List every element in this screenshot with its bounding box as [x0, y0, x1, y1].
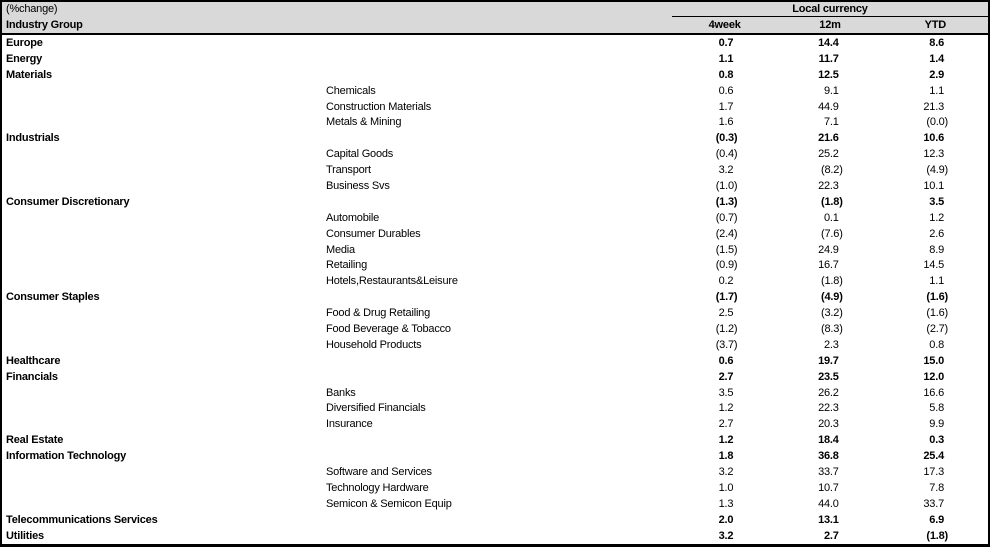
table-row	[2, 162, 988, 178]
value-ytd: 10.6	[923, 132, 944, 145]
value-ytd: 8.9	[929, 243, 944, 256]
value-ytd: 6.9	[929, 513, 944, 526]
value-4week: 0.2	[718, 275, 734, 288]
value-4week: (1.3)	[715, 195, 738, 208]
value-ytd: 1.1	[929, 84, 944, 97]
table-body	[2, 35, 988, 544]
value-ytd: 12.3	[923, 148, 944, 161]
table-row	[2, 194, 988, 210]
value-ytd: (0.0)	[926, 116, 948, 129]
row-label: Consumer Discretionary	[6, 195, 130, 208]
row-label: Insurance	[326, 418, 373, 431]
value-12m: 16.7	[818, 259, 839, 272]
row-label: Chemicals	[326, 84, 376, 97]
row-label: Software and Services	[326, 465, 432, 478]
value-4week: 1.8	[718, 450, 734, 463]
value-ytd: 5.8	[929, 402, 944, 415]
value-12m: 25.2	[818, 148, 839, 161]
table-row	[2, 496, 988, 512]
table-row	[2, 528, 988, 544]
value-ytd: 21.3	[923, 100, 944, 113]
value-12m: 18.4	[818, 434, 839, 447]
table-row	[2, 321, 988, 337]
table-row	[2, 226, 988, 242]
row-label: Business Svs	[326, 179, 390, 192]
row-label: Automobile	[326, 211, 380, 224]
value-ytd: 12.0	[923, 370, 944, 383]
header-row-columns	[2, 17, 988, 33]
value-ytd: 17.3	[923, 465, 944, 478]
value-4week: 3.2	[718, 164, 734, 177]
table-row	[2, 385, 988, 401]
value-4week: 1.6	[718, 116, 734, 129]
value-4week: (1.5)	[715, 243, 738, 256]
value-12m: (8.3)	[821, 322, 843, 335]
table-row	[2, 400, 988, 416]
value-4week: 3.2	[718, 529, 734, 542]
table-row	[2, 257, 988, 273]
value-12m: 0.1	[823, 211, 839, 224]
row-label: Diversified Financials	[326, 402, 426, 415]
value-12m: 23.5	[818, 370, 839, 383]
value-4week: 1.1	[718, 52, 734, 65]
row-label: Consumer Durables	[326, 227, 421, 240]
table-row	[2, 448, 988, 464]
value-12m: 33.7	[818, 465, 839, 478]
value-ytd: (1.6)	[926, 291, 948, 304]
value-4week: 3.2	[718, 465, 734, 478]
table-row	[2, 512, 988, 528]
value-4week: 1.3	[718, 497, 734, 510]
industry-group-label: Industry Group	[6, 18, 83, 31]
value-4week: 3.5	[718, 386, 734, 399]
value-ytd: 1.2	[929, 211, 944, 224]
row-label: Retailing	[326, 259, 368, 272]
value-12m: 12.5	[818, 68, 839, 81]
value-12m: 36.8	[818, 450, 839, 463]
table-row	[2, 289, 988, 305]
table-row	[2, 273, 988, 289]
row-label: Real Estate	[6, 434, 64, 447]
value-4week: (2.4)	[715, 227, 738, 240]
value-ytd: 9.9	[929, 418, 944, 431]
value-12m: (8.2)	[821, 164, 843, 177]
value-ytd: 1.1	[929, 275, 944, 288]
table-row	[2, 416, 988, 432]
value-4week: (3.7)	[715, 338, 738, 351]
table-row	[2, 99, 988, 115]
value-4week: (0.7)	[715, 211, 738, 224]
row-label: Information Technology	[6, 450, 127, 463]
value-12m: 10.7	[818, 481, 839, 494]
value-ytd: 1.4	[929, 52, 944, 65]
value-4week: 1.2	[718, 402, 734, 415]
value-12m: 24.9	[818, 243, 839, 256]
row-label: Media	[326, 243, 355, 256]
value-12m: 22.3	[818, 402, 839, 415]
value-4week: 0.7	[718, 36, 734, 49]
value-12m: 2.3	[823, 338, 839, 351]
value-ytd: 25.4	[923, 450, 944, 463]
value-12m: 2.7	[823, 529, 839, 542]
table-row	[2, 242, 988, 258]
header-row-currency	[2, 2, 988, 17]
table-row	[2, 130, 988, 146]
row-label: Technology Hardware	[326, 481, 429, 494]
value-4week: (1.0)	[715, 179, 738, 192]
table-row	[2, 432, 988, 448]
row-label: Banks	[326, 386, 356, 399]
value-12m: 11.7	[818, 52, 839, 65]
row-label: Energy	[6, 52, 43, 65]
column-header-12m: 12m	[819, 19, 841, 31]
table-row	[2, 67, 988, 83]
value-4week: 0.6	[718, 84, 734, 97]
column-header-4week: 4week	[708, 19, 741, 31]
value-12m: 19.7	[818, 354, 839, 367]
value-4week: 2.7	[718, 370, 734, 383]
value-12m: 22.3	[818, 179, 839, 192]
value-4week: 1.0	[718, 481, 734, 494]
row-label: Industrials	[6, 132, 60, 145]
value-12m: (7.6)	[821, 227, 843, 240]
row-label: Transport	[326, 164, 371, 177]
value-12m: 20.3	[818, 418, 839, 431]
table-row	[2, 35, 988, 51]
row-label: Consumer Staples	[6, 291, 100, 304]
unit-label: (%change)	[6, 3, 58, 15]
row-label: Semicon & Semicon Equip	[326, 497, 452, 510]
value-ytd: 8.6	[929, 36, 944, 49]
value-12m: 44.0	[818, 497, 839, 510]
value-4week: 1.7	[718, 100, 734, 113]
value-4week: (0.4)	[715, 148, 738, 161]
value-ytd: 7.8	[929, 481, 944, 494]
table-row	[2, 83, 988, 99]
value-12m: (3.2)	[821, 307, 843, 320]
value-4week: (1.7)	[715, 291, 738, 304]
table-row	[2, 464, 988, 480]
value-ytd: (1.8)	[926, 529, 948, 542]
value-4week: (1.2)	[715, 322, 738, 335]
column-header-ytd: YTD	[924, 19, 947, 31]
value-12m: (1.8)	[821, 195, 843, 208]
value-ytd: (4.9)	[926, 164, 948, 177]
value-12m: 13.1	[818, 513, 839, 526]
value-4week: 0.6	[718, 354, 734, 367]
table-row	[2, 210, 988, 226]
table-row	[2, 353, 988, 369]
value-4week: 2.7	[718, 418, 734, 431]
value-4week: (0.9)	[715, 259, 738, 272]
table-row	[2, 337, 988, 353]
table-row	[2, 480, 988, 496]
table-row	[2, 51, 988, 67]
row-label: Materials	[6, 68, 52, 81]
row-label: Hotels,Restaurants&Leisure	[326, 275, 458, 288]
value-12m: 21.6	[818, 132, 839, 145]
row-label: Household Products	[326, 338, 422, 351]
value-12m: 14.4	[818, 36, 839, 49]
value-ytd: 2.6	[929, 227, 944, 240]
row-label: Food Beverage & Tobacco	[326, 322, 451, 335]
value-ytd: 0.8	[929, 338, 944, 351]
local-currency-header: Local currency	[672, 2, 988, 17]
value-4week: (0.3)	[715, 132, 738, 145]
table-row	[2, 305, 988, 321]
value-ytd: 15.0	[923, 354, 944, 367]
value-4week: 2.0	[718, 513, 734, 526]
value-ytd: 2.9	[929, 68, 944, 81]
value-ytd: (1.6)	[926, 307, 948, 320]
value-4week: 1.2	[718, 434, 734, 447]
table-row	[2, 178, 988, 194]
value-12m: 7.1	[823, 116, 839, 129]
row-label: Utilities	[6, 529, 44, 542]
table-row	[2, 114, 988, 130]
value-ytd: 33.7	[923, 497, 944, 510]
row-label: Food & Drug Retailing	[326, 307, 431, 320]
row-label: Financials	[6, 370, 58, 383]
value-ytd: 16.6	[923, 386, 944, 399]
value-12m: (4.9)	[821, 291, 843, 304]
row-label: Metals & Mining	[326, 116, 402, 129]
value-4week: 0.8	[718, 68, 734, 81]
value-12m: 9.1	[823, 84, 839, 97]
row-label: Telecommunications Services	[6, 513, 158, 526]
value-ytd: 0.3	[929, 434, 944, 447]
value-12m: (1.8)	[821, 275, 843, 288]
table-row	[2, 369, 988, 385]
row-label: Healthcare	[6, 354, 61, 367]
row-label: Capital Goods	[326, 148, 394, 161]
value-ytd: (2.7)	[926, 322, 948, 335]
row-label: Construction Materials	[326, 100, 432, 113]
value-12m: 44.9	[818, 100, 839, 113]
row-label: Europe	[6, 36, 43, 49]
value-ytd: 10.1	[923, 179, 944, 192]
value-4week: 2.5	[718, 307, 734, 320]
table-row	[2, 146, 988, 162]
value-ytd: 14.5	[923, 259, 944, 272]
value-12m: 26.2	[818, 386, 839, 399]
table-header	[2, 2, 988, 35]
value-ytd: 3.5	[929, 195, 944, 208]
